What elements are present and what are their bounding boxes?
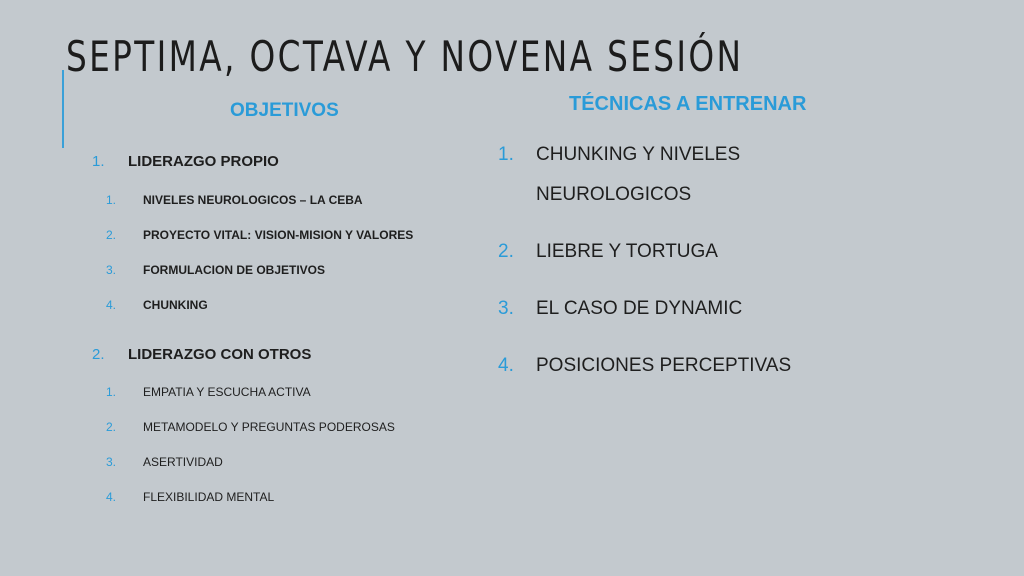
- technique-label-continued: NEUROLOGICOS: [536, 184, 692, 205]
- objective-item-number: 4.: [106, 490, 117, 504]
- objective-item: [106, 193, 363, 207]
- objective-item: [106, 228, 413, 242]
- objective-item-label: FORMULACION DE OBJETIVOS: [143, 263, 326, 277]
- objective-item-label: METAMODELO Y PREGUNTAS PODEROSAS: [143, 420, 395, 434]
- technique-label: CHUNKING Y NIVELES: [536, 144, 741, 165]
- objective-item-number: 3.: [106, 455, 117, 469]
- objective-item-label: NIVELES NEUROLOGICOS – LA CEBA: [143, 193, 363, 207]
- technique-label: EL CASO DE DYNAMIC: [536, 298, 743, 319]
- objective-item: [106, 298, 208, 312]
- objetivos-heading: OBJETIVOS: [230, 100, 339, 121]
- objective-group-1: [92, 153, 279, 170]
- objective-item-number: 2.: [106, 420, 117, 434]
- title-accent-bar: [62, 70, 64, 148]
- objective-item-number: 1.: [106, 193, 117, 207]
- objective-item-label: PROYECTO VITAL: VISION-MISION Y VALORES: [143, 228, 414, 242]
- objective-group-number: 2.: [92, 346, 105, 363]
- objective-item-number: 4.: [106, 298, 117, 312]
- technique-number: 2.: [498, 241, 514, 262]
- technique-number: 4.: [498, 355, 514, 376]
- objective-group-number: 1.: [92, 153, 105, 170]
- slide-title: SEPTIMA, OCTAVA Y NOVENA SESIÓN: [66, 32, 744, 81]
- technique-number: 1.: [498, 144, 514, 165]
- objective-item-number: 2.: [106, 228, 117, 242]
- technique-number: 3.: [498, 298, 514, 319]
- objective-item: [106, 490, 274, 504]
- technique-item-3: [498, 289, 742, 329]
- objective-item-label: EMPATIA Y ESCUCHA ACTIVA: [143, 385, 311, 399]
- objective-item: [106, 455, 223, 469]
- technique-label: POSICIONES PERCEPTIVAS: [536, 355, 792, 376]
- objective-group-label: LIDERAZGO PROPIO: [128, 153, 279, 170]
- objective-item-label: ASERTIVIDAD: [143, 455, 223, 469]
- technique-item-1: [498, 135, 740, 215]
- objective-item: [106, 385, 311, 399]
- objective-item-number: 1.: [106, 385, 117, 399]
- objective-item: [106, 263, 325, 277]
- technique-item-2: [498, 232, 718, 272]
- objective-group-2: [92, 346, 311, 363]
- technique-label: LIEBRE Y TORTUGA: [536, 241, 718, 262]
- objective-item: [106, 420, 395, 434]
- objective-item-number: 3.: [106, 263, 117, 277]
- objective-item-label: FLEXIBILIDAD MENTAL: [143, 490, 275, 504]
- technique-item-4: [498, 346, 791, 386]
- objective-item-label: CHUNKING: [143, 298, 208, 312]
- objective-group-label: LIDERAZGO CON OTROS: [128, 346, 312, 363]
- tecnicas-heading: TÉCNICAS A ENTRENAR: [569, 93, 807, 115]
